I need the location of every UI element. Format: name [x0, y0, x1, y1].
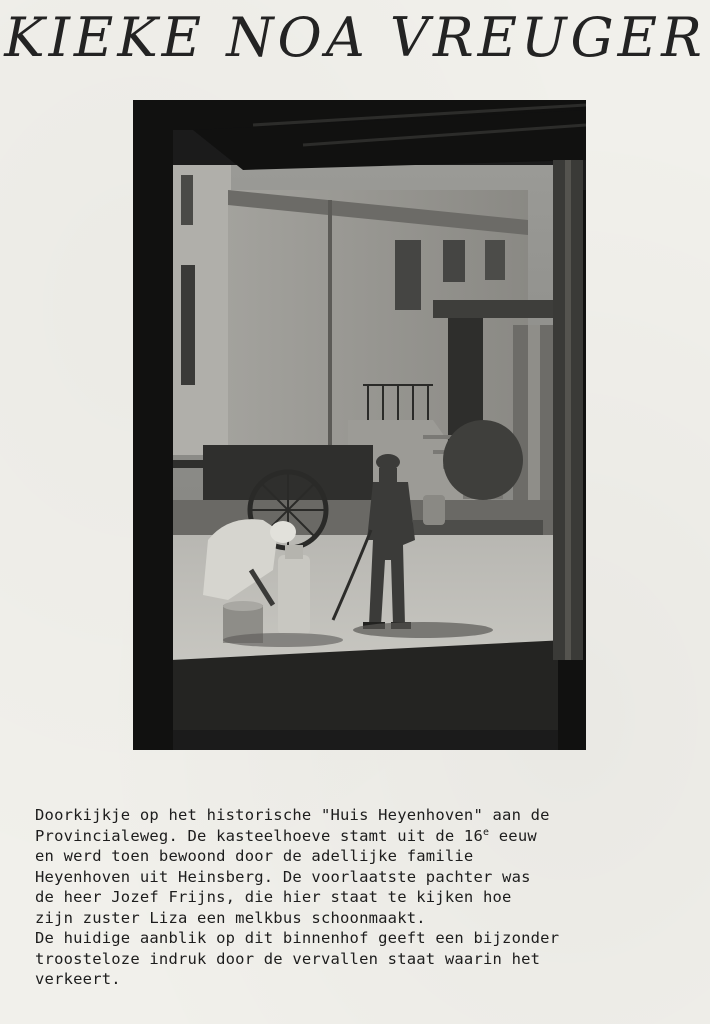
caption-line: en werd toen bewoond door de adellijke familie — [35, 847, 474, 865]
caption-line: De huidige aanblik op dit binnenhof geeft een bijzonder — [35, 929, 560, 947]
caption-line — [35, 826, 695, 847]
caption-superscript: e — [483, 826, 490, 838]
caption-line: zijn zuster Liza een melkbus schoonmaakt. — [35, 908, 426, 927]
caption-line: Doorkijkje op het historische "Huis Heyenhoven" aan de — [35, 806, 550, 824]
caption-line: de heer Jozef Frijns, die hier staat te kijken hoe — [35, 888, 512, 906]
page-heading: KIEKE NOA VREUGER — [4, 6, 706, 69]
caption-line-part: eeuw — [489, 826, 537, 845]
caption-line: troosteloze indruk door de vervallen staat waarin het — [35, 949, 541, 968]
photo-caption — [35, 805, 695, 990]
photo-illustration — [133, 100, 586, 750]
caption-line-part: Provincialeweg. De kasteelhoeve stamt uit de 16 — [35, 826, 483, 845]
caption-line: verkeert. — [35, 970, 121, 988]
historic-photo — [133, 100, 586, 750]
caption-line: Heyenhoven uit Heinsberg. De voorlaatste pachter was — [35, 867, 531, 886]
